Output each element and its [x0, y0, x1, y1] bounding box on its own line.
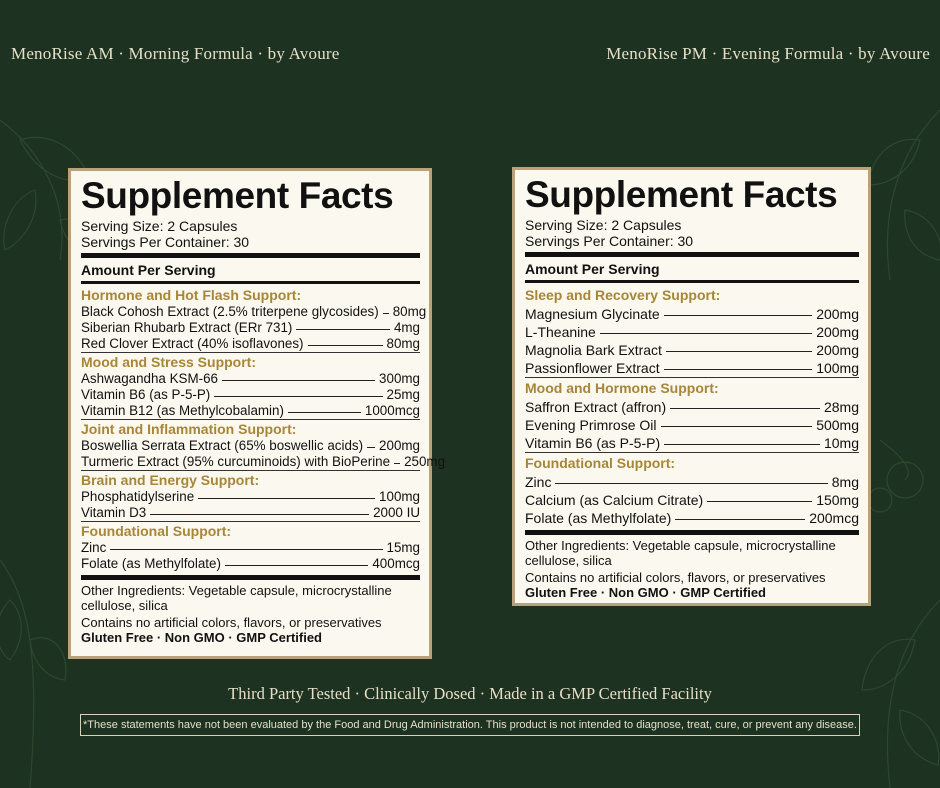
leader-line [661, 426, 813, 427]
panel-title: Supplement Facts [81, 175, 394, 216]
ingredient-row [525, 416, 859, 434]
ingredient-name: Vitamin D3 [81, 505, 147, 520]
amount-per-serving-label: Amount Per Serving [525, 261, 660, 277]
panel-title: Supplement Facts [525, 174, 838, 215]
ingredient-row [81, 320, 420, 336]
leader-line [670, 408, 820, 409]
ingredient-amount: 1000mcg [364, 403, 420, 418]
ingredient-row [525, 509, 859, 527]
ingredient-row [525, 398, 859, 416]
leader-line [664, 315, 813, 316]
divider [81, 281, 420, 284]
ingredient-name: Magnesium Glycinate [525, 306, 660, 322]
servings-per-container: Servings Per Container: 30 [525, 233, 694, 249]
leader-line [288, 412, 361, 413]
ingredient-amount: 200mg [816, 324, 859, 340]
ingredient-row [81, 403, 420, 419]
ingredient-amount: 300mg [379, 371, 420, 386]
ingredient-amount: 28mg [823, 399, 859, 415]
leader-line [555, 483, 827, 484]
divider [81, 575, 420, 580]
section-heading: Foundational Support: [81, 523, 232, 539]
other-ingredients: Other Ingredients: Vegetable capsule, microcrystalline cellulose, silica [525, 538, 836, 568]
fda-disclaimer: *These statements have not been evaluated by the Food and Drug Administration. This product is not intended to diagnose, treat, cure, or prevent any disease. [80, 714, 860, 736]
ingredient-sections [81, 286, 446, 572]
ingredient-section [81, 470, 420, 521]
ingredient-row [81, 304, 427, 320]
ingredient-section [81, 521, 420, 572]
leader-line [600, 333, 812, 334]
other-ingredients: Other Ingredients: Vegetable capsule, microcrystalline cellulose, silica [81, 583, 392, 613]
ingredient-amount: 200mg [379, 438, 420, 453]
am-supplement-facts-panel [68, 168, 446, 659]
ingredient-amount: 250mg [404, 454, 446, 469]
ingredient-name: Folate (as Methylfolate) [81, 556, 221, 571]
quality-tagline: Third Party Tested · Clinically Dosed · Made in a GMP Certified Facility [228, 684, 712, 703]
ingredient-name: Red Clover Extract (40% isoflavones) [81, 336, 304, 351]
leader-line [308, 345, 383, 346]
ingredient-amount: 200mg [816, 342, 859, 358]
ingredient-name: Black Cohosh Extract (2.5% triterpene glycosides) [81, 304, 379, 319]
ingredient-row [81, 454, 446, 470]
ingredient-row [525, 491, 859, 509]
ingredient-row [81, 387, 420, 403]
ingredient-row [81, 438, 420, 454]
serving-size: Serving Size: 2 Capsules [81, 218, 238, 234]
section-heading: Mood and Hormone Support: [525, 380, 719, 396]
leader-line [150, 514, 369, 515]
ingredient-amount: 100mg [379, 489, 420, 504]
ingredient-row [81, 336, 420, 352]
ingredient-name: Vitamin B6 (as P-5-P) [525, 435, 661, 451]
ingredient-section [525, 452, 859, 527]
ingredient-row [81, 489, 420, 505]
section-heading: Joint and Inflammation Support: [81, 421, 297, 437]
leader-line [664, 369, 813, 370]
ingredient-name: Vitamin B12 (as Methylcobalamin) [81, 403, 284, 418]
ingredient-amount: 2000 IU [373, 505, 420, 520]
contains-statement: Contains no artificial colors, flavors, or preservatives [525, 570, 826, 585]
ingredient-row [525, 473, 859, 491]
leader-line [225, 565, 368, 566]
ingredient-row [525, 323, 859, 341]
ingredient-row [81, 540, 420, 556]
divider [525, 252, 859, 257]
leader-line [367, 447, 375, 448]
leader-line [383, 313, 389, 314]
leader-line [666, 351, 812, 352]
contains-statement: Contains no artificial colors, flavors, or preservatives [81, 615, 382, 630]
ingredient-name: Evening Primrose Oil [525, 417, 657, 433]
serving-size: Serving Size: 2 Capsules [525, 217, 682, 233]
ingredient-amount: 80mg [386, 336, 420, 351]
ingredient-amount: 8mg [831, 474, 859, 490]
divider [525, 280, 859, 283]
leader-line [664, 444, 820, 445]
section-heading: Sleep and Recovery Support: [525, 287, 721, 303]
ingredient-amount: 25mg [386, 387, 420, 402]
ingredient-section [525, 377, 859, 452]
ingredient-section [81, 419, 446, 470]
section-heading: Mood and Stress Support: [81, 354, 256, 370]
leader-line [222, 380, 375, 381]
ingredient-name: Passionflower Extract [525, 360, 660, 376]
ingredient-amount: 400mcg [372, 556, 420, 571]
pm-supplement-facts-panel [512, 167, 871, 606]
ingredient-name: Zinc [81, 540, 107, 555]
ingredient-name: L-Theanine [525, 324, 596, 340]
ingredient-row [525, 434, 859, 452]
ingredient-name: Boswellia Serrata Extract (65% boswellic acids) [81, 438, 364, 453]
ingredient-amount: 15mg [386, 540, 420, 555]
section-heading: Brain and Energy Support: [81, 472, 260, 488]
ingredient-amount: 10mg [823, 435, 859, 451]
ingredient-name: Calcium (as Calcium Citrate) [525, 492, 704, 508]
ingredient-row [525, 341, 859, 359]
ingredient-row [81, 371, 420, 387]
ingredient-name: Ashwagandha KSM-66 [81, 371, 218, 386]
ingredient-name: Saffron Extract (affron) [525, 399, 667, 415]
ingredient-row [525, 359, 859, 377]
ingredient-sections [525, 285, 859, 527]
certifications: Gluten Free · Non GMO · GMP Certified [525, 585, 766, 600]
ingredient-row [525, 305, 859, 323]
ingredient-name: Vitamin B6 (as P-5-P) [81, 387, 211, 402]
leader-line [296, 329, 390, 330]
certifications: Gluten Free · Non GMO · GMP Certified [81, 630, 322, 645]
ingredient-amount: 150mg [816, 492, 859, 508]
section-heading: Foundational Support: [525, 455, 676, 471]
leader-line [707, 501, 812, 502]
leader-line [214, 396, 382, 397]
ingredient-name: Folate (as Methylfolate) [525, 510, 672, 526]
ingredient-section [81, 286, 427, 352]
leader-line [198, 498, 375, 499]
leader-line [394, 463, 400, 464]
pm-product-title: MenoRise PM · Evening Formula · by Avoure [606, 44, 930, 63]
ingredient-amount: 200mcg [809, 510, 859, 526]
ingredient-section [81, 352, 420, 419]
ingredient-amount: 100mg [816, 360, 859, 376]
ingredient-name: Magnolia Bark Extract [525, 342, 662, 358]
divider [81, 253, 420, 258]
ingredient-section [525, 285, 859, 377]
servings-per-container: Servings Per Container: 30 [81, 234, 250, 250]
ingredient-name: Turmeric Extract (95% curcuminoids) with BioPerine [81, 454, 391, 469]
ingredient-row [81, 556, 420, 572]
leader-line [675, 519, 805, 520]
ingredient-name: Phosphatidylserine [81, 489, 195, 504]
ingredient-amount: 80mg [392, 304, 427, 319]
ingredient-amount: 4mg [393, 320, 420, 335]
ingredient-amount: 200mg [816, 306, 859, 322]
amount-per-serving-label: Amount Per Serving [81, 262, 216, 278]
ingredient-amount: 500mg [816, 417, 859, 433]
ingredient-name: Siberian Rhubarb Extract (ERr 731) [81, 320, 293, 335]
divider [525, 530, 859, 535]
am-product-title: MenoRise AM · Morning Formula · by Avoure [11, 44, 340, 63]
leader-line [110, 549, 382, 550]
section-heading: Hormone and Hot Flash Support: [81, 287, 302, 303]
ingredient-name: Zinc [525, 474, 552, 490]
ingredient-row [81, 505, 420, 521]
